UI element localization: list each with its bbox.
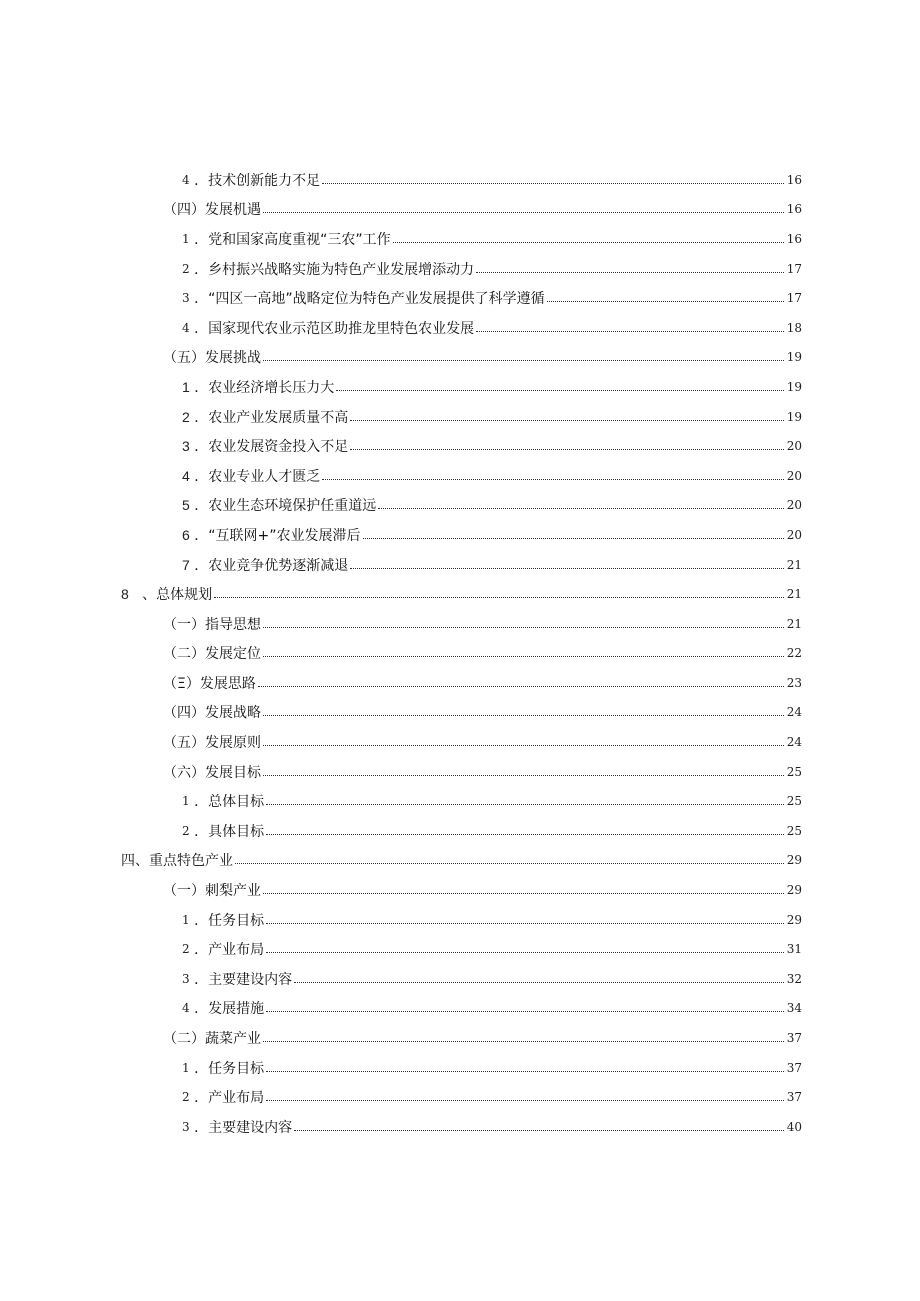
toc-entry-number: 1 — [182, 912, 190, 927]
toc-entry-separator: ． — [189, 172, 209, 189]
toc-entry[interactable] — [0, 313, 920, 343]
toc-dot-leader — [294, 1129, 784, 1131]
toc-entry[interactable] — [0, 757, 920, 787]
toc-dot-leader — [266, 951, 784, 953]
toc-entry[interactable] — [0, 905, 920, 935]
toc-entry-number: 1 — [182, 231, 190, 246]
toc-entry-title: 技术创新能力不足 — [208, 172, 321, 189]
toc-entry-title: 产业布局 — [208, 942, 265, 959]
toc-entry[interactable] — [0, 343, 920, 373]
toc-page-number: 21 — [786, 616, 802, 631]
toc-page-number: 25 — [786, 823, 802, 838]
toc-page-number: 29 — [786, 912, 802, 927]
toc-page-number: 17 — [786, 291, 802, 306]
toc-entry-number: 6 — [182, 526, 190, 543]
toc-entry[interactable] — [0, 461, 920, 491]
toc-entry-title: 乡村振兴战略实施为特色产业发展增添动力 — [208, 261, 475, 278]
toc-page-number: 19 — [786, 350, 802, 365]
toc-entry-title: 总体目标 — [208, 794, 265, 811]
toc-dot-leader — [258, 685, 784, 687]
table-of-contents — [0, 165, 920, 1142]
toc-page-number: 20 — [786, 498, 802, 513]
toc-dot-leader — [350, 448, 784, 450]
toc-entry-number: 2 — [182, 823, 190, 838]
toc-entry-title: （二）发展定位 — [163, 646, 261, 663]
toc-entry-title: （一）指导思想 — [163, 616, 261, 633]
toc-page-number: 24 — [786, 705, 802, 720]
toc-entry[interactable] — [0, 609, 920, 639]
toc-entry-separator: ． — [189, 1001, 209, 1018]
toc-entry-separator: 、 — [128, 587, 157, 604]
toc-dot-leader — [263, 211, 784, 213]
toc-entry-separator: ． — [189, 1060, 209, 1077]
toc-page-number: 16 — [786, 172, 802, 187]
toc-page-number: 22 — [786, 646, 802, 661]
toc-entry-number: 2 — [182, 408, 190, 425]
toc-dot-leader — [336, 389, 784, 391]
toc-entry-number: 4 — [182, 1001, 190, 1016]
toc-page-number: 32 — [786, 971, 802, 986]
toc-entry-title: “互联网+”农业发展滞后 — [208, 527, 361, 544]
toc-entry[interactable] — [0, 1053, 920, 1083]
toc-page-number: 23 — [786, 675, 802, 690]
toc-page-number: 25 — [786, 794, 802, 809]
toc-entry-number: 1 — [182, 1060, 190, 1075]
toc-entry[interactable] — [0, 402, 920, 432]
toc-entry-title: （Ξ）发展思路 — [163, 675, 256, 692]
toc-entry-number: 3 — [182, 438, 190, 455]
toc-entry-separator: ． — [189, 291, 209, 308]
toc-entry[interactable] — [0, 491, 920, 521]
toc-entry-separator: ． — [189, 912, 209, 929]
toc-entry-title: 任务目标 — [208, 1060, 265, 1077]
toc-entry-title: 主要建设内容 — [208, 1119, 293, 1136]
toc-entry-separator: ． — [189, 379, 209, 396]
toc-entry[interactable] — [0, 283, 920, 313]
toc-entry-separator: ． — [189, 439, 209, 456]
toc-entry-separator: ． — [189, 942, 209, 959]
toc-entry-title: 产业布局 — [208, 1090, 265, 1107]
toc-dot-leader — [263, 714, 784, 716]
toc-entry[interactable] — [0, 372, 920, 402]
toc-entry-title: （五）发展挑战 — [163, 350, 261, 367]
toc-dot-leader — [378, 507, 784, 509]
toc-dot-leader — [547, 300, 784, 302]
toc-entry[interactable] — [0, 668, 920, 698]
toc-dot-leader — [235, 862, 784, 864]
toc-page-number: 19 — [786, 379, 802, 394]
toc-entry-separator: ． — [189, 557, 209, 574]
toc-dot-leader — [266, 1010, 784, 1012]
toc-entry[interactable] — [0, 964, 920, 994]
toc-entry-number: 4 — [182, 467, 190, 484]
toc-entry-title: （一）刺梨产业 — [163, 883, 261, 900]
toc-entry-separator: ． — [189, 823, 209, 840]
toc-dot-leader — [350, 419, 784, 421]
toc-entry[interactable] — [0, 846, 920, 876]
toc-entry[interactable] — [0, 550, 920, 580]
toc-entry-number: 8 — [121, 586, 129, 603]
toc-entry-title: （二）蔬菜产业 — [163, 1031, 261, 1048]
toc-entry[interactable] — [0, 195, 920, 225]
toc-entry[interactable] — [0, 816, 920, 846]
toc-entry-title: 国家现代农业示范区助推龙里特色农业发展 — [208, 320, 475, 337]
toc-dot-leader — [266, 1099, 784, 1101]
toc-dot-leader — [263, 1040, 784, 1042]
toc-dot-leader — [263, 359, 784, 361]
toc-dot-leader — [266, 803, 784, 805]
toc-entry[interactable] — [0, 934, 920, 964]
toc-page-number: 29 — [786, 853, 802, 868]
toc-dot-leader — [393, 241, 784, 243]
toc-page-number: 25 — [786, 764, 802, 779]
toc-dot-leader — [214, 596, 784, 598]
toc-page-number: 20 — [786, 527, 802, 542]
toc-entry-title: （四）发展机遇 — [163, 202, 261, 219]
toc-entry[interactable] — [0, 727, 920, 757]
toc-entry-separator: ． — [189, 1119, 209, 1136]
toc-page-number: 37 — [786, 1031, 802, 1046]
toc-entry-title: 四、重点特色产业 — [121, 853, 233, 870]
toc-entry-number: 1 — [182, 378, 190, 395]
toc-entry-separator: ． — [189, 409, 209, 426]
toc-entry-number: 3 — [182, 971, 190, 986]
toc-entry-number: 2 — [182, 942, 190, 957]
toc-entry[interactable] — [0, 698, 920, 728]
toc-entry[interactable] — [0, 1082, 920, 1112]
toc-entry-title: 发展措施 — [208, 1001, 265, 1018]
toc-entry[interactable] — [0, 431, 920, 461]
toc-dot-leader — [266, 922, 784, 924]
toc-entry-title: 农业竞争优势逐渐减退 — [208, 557, 349, 574]
toc-dot-leader — [350, 567, 784, 569]
toc-page-number: 20 — [786, 439, 802, 454]
toc-entry[interactable] — [0, 994, 920, 1024]
toc-dot-leader — [294, 981, 784, 983]
toc-page-number: 16 — [786, 231, 802, 246]
toc-page-number: 20 — [786, 468, 802, 483]
toc-entry[interactable] — [0, 639, 920, 669]
toc-page-number: 24 — [786, 735, 802, 750]
toc-entry-separator: ． — [189, 468, 209, 485]
toc-entry-number: 3 — [182, 1119, 190, 1134]
toc-entry-title: 任务目标 — [208, 912, 265, 929]
toc-dot-leader — [263, 774, 784, 776]
toc-entry-title: 农业经济增长压力大 — [208, 379, 335, 396]
toc-entry-separator: ． — [189, 794, 209, 811]
toc-entry-number: 7 — [182, 556, 190, 573]
toc-entry[interactable] — [0, 520, 920, 550]
toc-dot-leader — [266, 1070, 784, 1072]
toc-entry-title: 农业生态环境保护任重道远 — [208, 498, 377, 515]
toc-dot-leader — [322, 478, 784, 480]
toc-page-number: 29 — [786, 883, 802, 898]
toc-entry-separator: ． — [189, 498, 209, 515]
toc-page-number: 37 — [786, 1090, 802, 1105]
toc-entry-separator: ． — [189, 527, 209, 544]
toc-entry[interactable] — [0, 786, 920, 816]
toc-entry-number: 4 — [182, 320, 190, 335]
toc-entry-number: 1 — [182, 794, 190, 809]
toc-entry-separator: ． — [189, 1090, 209, 1107]
toc-entry[interactable] — [0, 224, 920, 254]
toc-entry-title: （六）发展目标 — [163, 764, 261, 781]
toc-dot-leader — [476, 271, 784, 273]
toc-entry[interactable] — [0, 1112, 920, 1142]
toc-entry-title: 农业专业人才匮乏 — [208, 468, 321, 485]
toc-entry-number: 5 — [182, 497, 190, 514]
toc-entry-title: 具体目标 — [208, 823, 265, 840]
toc-dot-leader — [263, 626, 784, 628]
toc-page-number: 18 — [786, 320, 802, 335]
toc-entry-title: （五）发展原则 — [163, 735, 261, 752]
toc-page-number: 34 — [786, 1001, 802, 1016]
toc-page-number: 21 — [786, 557, 802, 572]
toc-entry-number: 3 — [182, 291, 190, 306]
toc-dot-leader — [322, 182, 784, 184]
toc-entry-number: 4 — [182, 172, 190, 187]
toc-page-number: 21 — [786, 587, 802, 602]
toc-page-number: 16 — [786, 202, 802, 217]
toc-dot-leader — [263, 892, 784, 894]
toc-entry-title: 总体规划 — [156, 587, 213, 604]
toc-entry-title: 农业产业发展质量不高 — [208, 409, 349, 426]
toc-entry[interactable] — [0, 165, 920, 195]
toc-page-number: 37 — [786, 1060, 802, 1075]
toc-page-number: 40 — [786, 1119, 802, 1134]
toc-page-number: 31 — [786, 942, 802, 957]
toc-entry-title: 主要建设内容 — [208, 971, 293, 988]
toc-entry-number: 2 — [182, 261, 190, 276]
toc-dot-leader — [363, 537, 785, 539]
toc-dot-leader — [263, 655, 784, 657]
toc-entry-title: 农业发展资金投入不足 — [208, 439, 349, 456]
toc-entry-separator: ． — [189, 320, 209, 337]
toc-entry[interactable] — [0, 875, 920, 905]
toc-entry-title: 党和国家高度重视“三农”工作 — [208, 231, 391, 248]
toc-entry-number: 2 — [182, 1090, 190, 1105]
toc-entry-separator: ． — [189, 971, 209, 988]
toc-dot-leader — [476, 330, 784, 332]
toc-dot-leader — [266, 833, 784, 835]
toc-page-number: 19 — [786, 409, 802, 424]
toc-entry-title: “四区一高地”战略定位为特色产业发展提供了科学遵循 — [208, 291, 545, 308]
toc-entry[interactable] — [0, 254, 920, 284]
toc-entry-separator: ． — [189, 261, 209, 278]
toc-entry[interactable] — [0, 1023, 920, 1053]
toc-entry-separator: ． — [189, 231, 209, 248]
toc-entry-title: （四）发展战略 — [163, 705, 261, 722]
toc-page-number: 17 — [786, 261, 802, 276]
toc-entry[interactable] — [0, 579, 920, 609]
toc-dot-leader — [263, 744, 784, 746]
